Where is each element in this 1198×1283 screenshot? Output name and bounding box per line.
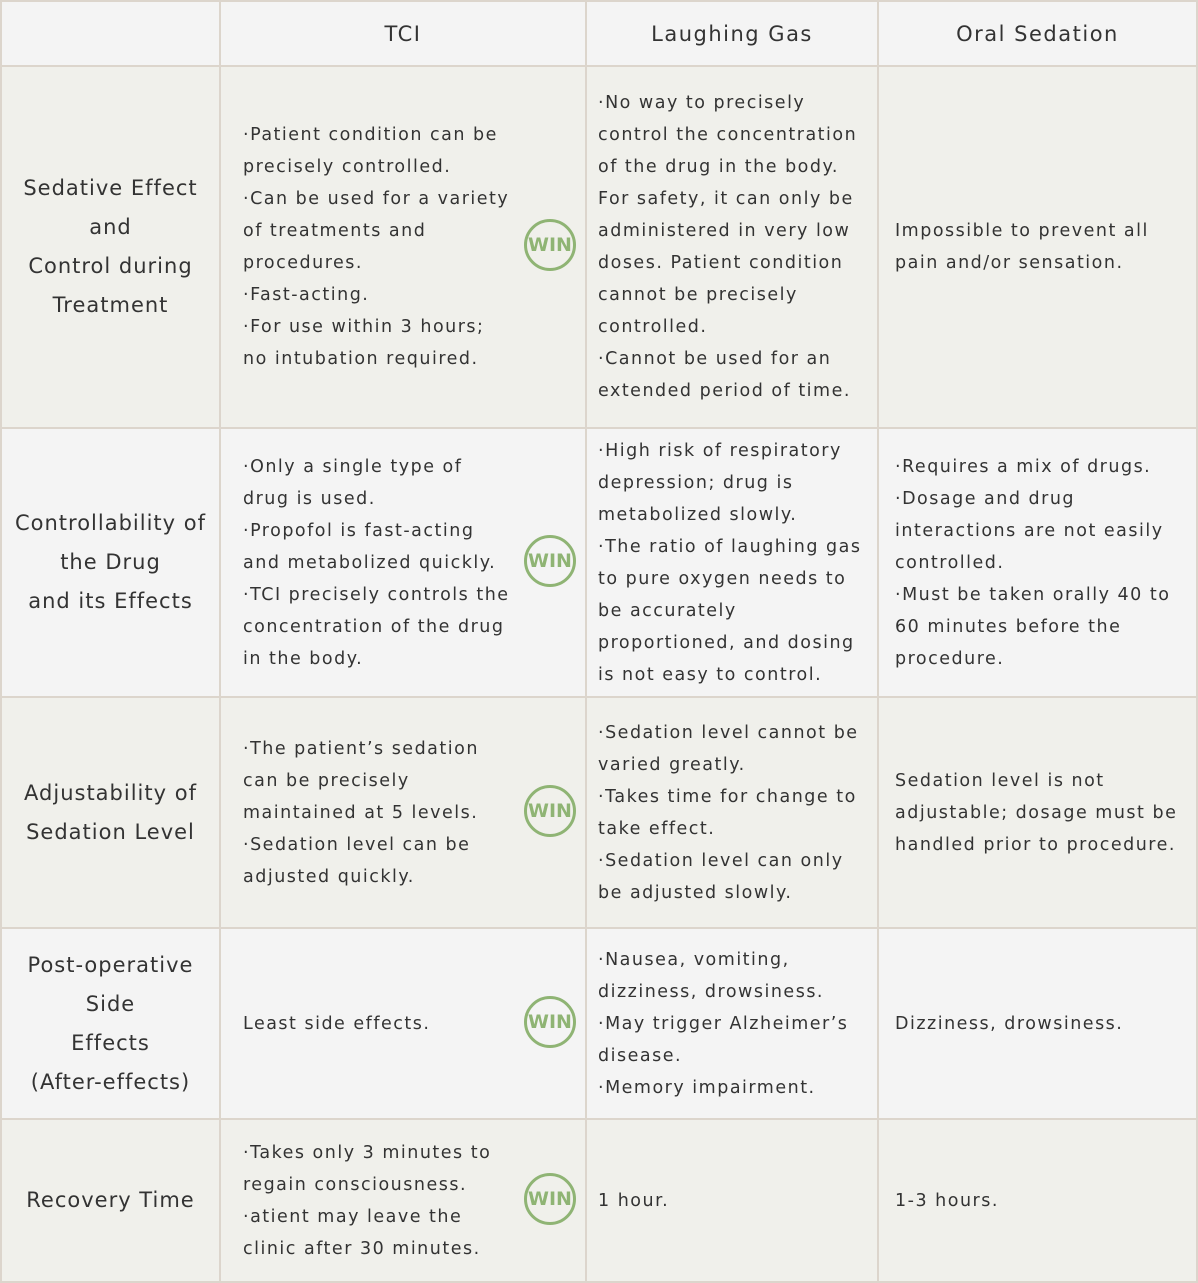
tci-cell-side-effects: Least side effects. WIN — [221, 929, 587, 1120]
row-label-sedative-effect: Sedative Effect and Control during Treatment — [0, 67, 221, 429]
header-oral-sedation — [879, 0, 1198, 67]
oral-sedation-cell-controllability: ·Requires a mix of drugs. ·Dosage and drug interactions are not easily controlled. ·Must be taken orally 40 to 60 minutes before the procedure. — [879, 429, 1198, 698]
laughing-gas-cell-side-effects: ·Nausea, vomiting, dizziness, drowsiness. ·May trigger Alzheimer’s disease. ·Memory impairment. — [587, 929, 879, 1120]
header-oral-sedation-label: Oral Sedation — [956, 21, 1119, 46]
oral-sedation-cell-adjustability: Sedation level is not adjustable; dosage must be handled prior to procedure. — [879, 698, 1198, 929]
row-label-controllability: Controllability of the Drug and its Effects — [0, 429, 221, 698]
laughing-gas-cell-recovery-time: 1 hour. — [587, 1120, 879, 1283]
header-corner — [0, 0, 221, 67]
row-label-adjustability: Adjustability of Sedation Level — [0, 698, 221, 929]
header-laughing-gas-label: Laughing Gas — [651, 21, 813, 46]
win-badge-icon: WIN — [524, 535, 576, 587]
header-tci-label: TCI — [384, 21, 422, 46]
laughing-gas-cell-controllability: ·High risk of respiratory depression; drug is metabolized slowly. ·The ratio of laughing gas to pure oxygen needs to be accurately proportioned, and dosing is not easy to control. — [587, 429, 879, 698]
oral-sedation-cell-recovery-time: 1-3 hours. — [879, 1120, 1198, 1283]
tci-cell-adjustability: ·The patient’s sedation can be precisely maintained at 5 levels. ·Sedation level can be adjusted quickly. WIN — [221, 698, 587, 929]
win-badge-icon: WIN — [524, 996, 576, 1048]
win-badge-icon: WIN — [524, 219, 576, 271]
tci-cell-controllability: ·Only a single type of drug is used. ·Propofol is fast-acting and metabolized quickly. ·TCI precisely controls the concentration of the drug in the body. WIN — [221, 429, 587, 698]
oral-sedation-cell-side-effects: Dizziness, drowsiness. — [879, 929, 1198, 1120]
row-label-side-effects: Post-operative Side Effects (After-effects) — [0, 929, 221, 1120]
oral-sedation-cell-sedative-effect: Impossible to prevent all pain and/or sensation. — [879, 67, 1198, 429]
laughing-gas-cell-adjustability: ·Sedation level cannot be varied greatly. ·Takes time for change to take effect. ·Sedation level can only be adjusted slowly. — [587, 698, 879, 929]
laughing-gas-cell-sedative-effect: ·No way to precisely control the concentration of the drug in the body. For safety, it can only be administered in very low doses. Patient condition cannot be precisely controlled. ·Cannot be used for an extended period of time. — [587, 67, 879, 429]
header-laughing-gas — [587, 0, 879, 67]
win-badge-icon: WIN — [524, 785, 576, 837]
win-badge-icon: WIN — [524, 1173, 576, 1225]
row-label-recovery-time: Recovery Time — [0, 1120, 221, 1283]
header-tci — [221, 0, 587, 67]
tci-cell-recovery-time: ·Takes only 3 minutes to regain consciousness. ·atient may leave the clinic after 30 minutes. WIN — [221, 1120, 587, 1283]
tci-cell-sedative-effect: ·Patient condition can be precisely controlled. ·Can be used for a variety of treatments and procedures. ·Fast-acting. ·For use within 3 hours; no intubation required. WIN — [221, 67, 587, 429]
